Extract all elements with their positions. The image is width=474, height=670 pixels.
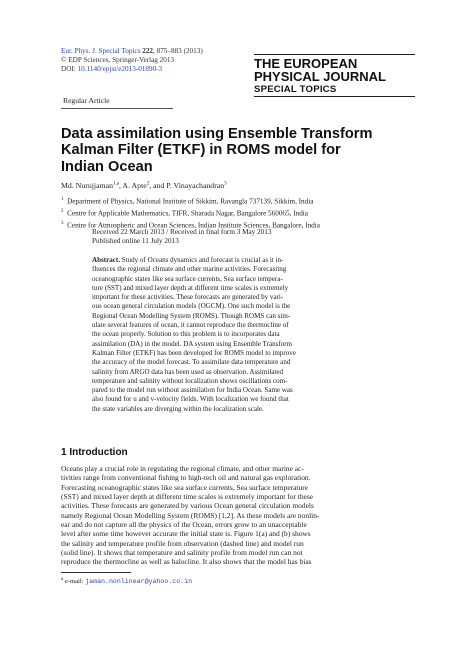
- body-text: [61, 464, 415, 567]
- body-line: namely Regional Ocean Modelling System (ROMS) [1,2]. As these models are nonlin-: [61, 510, 320, 520]
- journal-top-rule: [254, 54, 415, 55]
- doi-line: [61, 65, 203, 74]
- author-mark: 1,a: [112, 181, 119, 187]
- abstract-line: the ocean properly. Solution to this problem is to incorporates data: [92, 330, 280, 339]
- citation-block: [61, 47, 203, 75]
- abstract-line: salinity from ARGO data has been used as observation. Assimilated: [92, 367, 284, 376]
- journal-logo: [254, 57, 386, 96]
- abstract-label: Abstract.: [92, 256, 120, 264]
- body-line: Oceans play a crucial role in regulating the regional climate, and other marine ac-: [61, 464, 304, 473]
- abstract-line: ulate several features of ocean, it cannot reproduce the thermocline of: [92, 321, 289, 330]
- author-mark: 2: [146, 181, 150, 187]
- page-range: , 875–883 (2013): [153, 47, 203, 55]
- title-line: Data assimilation using Ensemble Transform: [61, 126, 373, 142]
- abstract-line: also found for u and v-velocity fields. With localization we found that: [92, 395, 289, 404]
- body-line: ear and do not capture all the physics of the Ocean, errors grow to an unacceptable: [61, 520, 307, 530]
- title-line: Kalman Filter (ETKF) in ROMS model for: [61, 142, 341, 159]
- received-date: Received 22 March 2013 / Received in final form 3 May 2013: [92, 228, 272, 236]
- affiliation-number: 1: [61, 197, 64, 202]
- body-line: tivities range from conventional fishing to high-tech oil and natural gas exploration.: [61, 473, 311, 483]
- affiliation-number: 3: [61, 220, 64, 226]
- footnote-label: e-mail:: [63, 578, 86, 586]
- abstract-line: assimilation (DA) in the model. DA system using Ensemble Transform: [92, 339, 293, 348]
- author-list: [61, 181, 227, 190]
- body-line: activities. These forecasts are generated by various Ocean general circulation models: [61, 501, 314, 511]
- abstract-line: Abstract. Study of Oceans dynamics and forecast is crucial as it in-: [92, 256, 284, 264]
- article-type-rule: [61, 108, 173, 109]
- article-type: Regular Article: [63, 96, 110, 105]
- affiliation-number: 2: [61, 208, 64, 214]
- abstract-line: Regional Ocean Modelling System (ROMS). Though ROMS can sim-: [92, 311, 291, 320]
- body-line: level after some time however accurate the initial state is. Figure 1(a) and (b) shows: [61, 529, 311, 539]
- abstract-line: Kalman Filter (ETKF) has been developed for ROMS model to improve: [92, 348, 296, 357]
- abstract-line: pared to the model run without assimilation for India Ocean. Same was: [92, 386, 293, 395]
- journal-citation[interactable]: Eur. Phys. J. Special Topics: [61, 47, 143, 55]
- author-name: , and P. Vinayachandran: [149, 181, 225, 190]
- citation-line: [61, 47, 203, 56]
- footnote-mark: a: [61, 577, 64, 582]
- author-name: Md. Nurujjaman: [61, 181, 113, 190]
- volume: 222: [142, 47, 154, 55]
- journal-name-line1: THE EUROPEAN: [254, 56, 358, 71]
- journal-bottom-rule: [254, 96, 415, 97]
- affiliations: [61, 195, 320, 231]
- journal-name-line2: PHYSICAL JOURNAL: [254, 69, 386, 84]
- abstract-line: temperature and salinity without localization shows oscillations com-: [92, 376, 288, 385]
- body-line: Forecasting oceanographic states like sea surface currents, Sea surface temperature: [61, 482, 308, 492]
- section-heading: 1 Introduction: [61, 447, 128, 458]
- abstract-line: the accuracy of the model forecast. To assimilate data temperature and: [92, 358, 291, 367]
- publication-dates: [92, 228, 271, 247]
- body-line: reproduce the thermocline as well as halocline. It also shows that the model has bias: [61, 557, 312, 567]
- body-line: the salinity and temperature profile from observation (dashed line) and model run: [61, 538, 304, 548]
- abstract-line: important for these activities. These forecasts are generated by vari-: [92, 293, 284, 302]
- paper-title: [61, 126, 372, 175]
- journal-name-line3: SPECIAL TOPICS: [254, 84, 337, 95]
- affiliation-text: Department of Physics, National Institute of Sikkim, Ravangla 737139, Sikkim, India: [67, 197, 314, 206]
- body-line: (solid line). It shows that temperature and salinity profile from model run can not: [61, 548, 303, 558]
- abstract-line: ture (SST) and mixed layer depth at different time scales is extremely: [92, 283, 289, 292]
- body-line: (SST) and mixed layer depth at different time scales is extremely important for these: [61, 492, 314, 502]
- copyright-line: © EDP Sciences, Springer-Verlag 2013: [61, 56, 175, 65]
- author-mark: 3: [224, 181, 227, 187]
- abstract-line: fluences the regional climate and other marine activities. Forecasting: [92, 265, 287, 274]
- doi-link[interactable]: 10.1140/epjst/e2013-01890-3: [77, 65, 163, 74]
- title-line: Indian Ocean: [61, 158, 153, 175]
- published-date: Published online 11 July 2013: [92, 237, 179, 246]
- abstract-line: oceanographic states like sea surface currents, Sea surface tempera-: [92, 274, 283, 283]
- footnote: [61, 577, 192, 585]
- affiliation-item: [61, 195, 320, 207]
- abstract-line: the state variables are diverging within the localization scale.: [92, 404, 264, 413]
- affiliation-text: Centre for Applicable Mathematics, TIFR, Sharada Nagar, Bangalore 560065, India: [67, 209, 308, 218]
- affiliation-text: Centre for Atmospheric and Ocean Sciences, Indian Institute Sciences, Bangalore, India: [67, 221, 320, 230]
- doi-label: DOI:: [61, 65, 78, 74]
- abstract: [92, 256, 392, 414]
- affiliation-item: [61, 207, 320, 219]
- author-name: , A. Apte: [118, 181, 147, 190]
- author-email-link[interactable]: jaman.nonlinear@yahoo.co.in: [85, 578, 193, 586]
- footnote-rule: [61, 572, 131, 573]
- abstract-line: ous ocean general circulation models (OGCM). One such model is the: [92, 302, 291, 311]
